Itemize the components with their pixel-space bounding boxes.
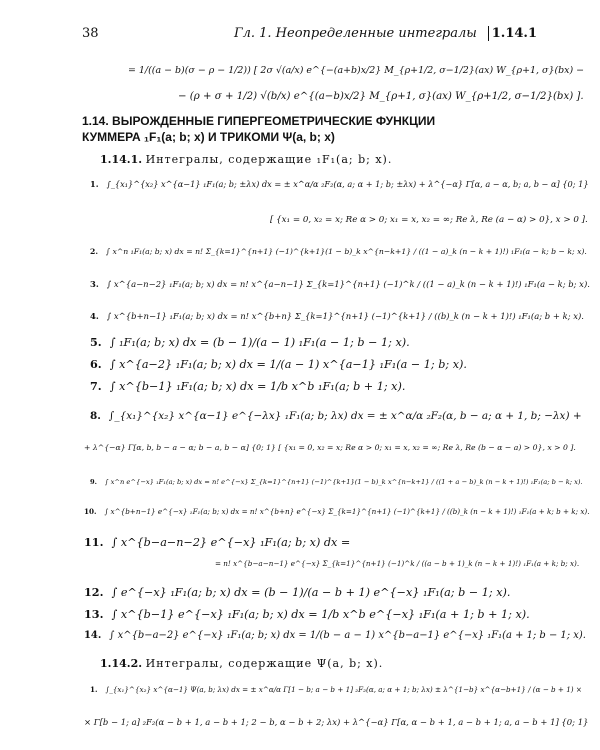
- formula-g1-line-2: × Γ[b − 1; a] ₂F₂(α − b + 1, a − b + 1; 2 − b, α − b + 2; λx) + λ^{−α} Γ[α, α − b + 1, a − b + 1; a, a − b + 1] {0; 1}: [84, 717, 589, 727]
- formula-1-line-1: [90, 177, 589, 191]
- subsection-number: 1.14.1.: [100, 153, 143, 166]
- formula-6: [90, 357, 467, 372]
- formula-number: 9.: [90, 478, 97, 486]
- formula-12: [84, 585, 510, 600]
- formula-1-line-2: [ {x₁ = 0, x₂ = x; Re α > 0; x₁ = x, x₂ = ∞; Re λ, Re (a − α) > 0}, x > 0 ].: [270, 215, 588, 225]
- section-heading-line-1: 1.14. ВЫРОЖДЕННЫЕ ГИПЕРГЕОМЕТРИЧЕСКИЕ ФУНКЦИИ: [82, 114, 436, 128]
- formula-number: 4.: [90, 311, 99, 321]
- formula-text: ∫ ₁F₁(a; b; x) dx = (b − 1)/(a − 1) ₁F₁(a − 1; b − 1; x).: [109, 336, 410, 349]
- formula-number: 11.: [84, 535, 104, 549]
- formula-2: [90, 245, 587, 259]
- formula-4: [90, 309, 584, 323]
- formula-number: 1.: [90, 685, 98, 694]
- formula-text: ∫ x^{b+n−1} ₁F₁(a; b; x) dx = n! x^{b+n} Σ_{k=1}^{n+1} (−1)^{k+1} / ((b)_k (n − k + 1)!) ₁F₁(a; b + k; x).: [106, 311, 584, 321]
- formula-number: 3.: [90, 279, 99, 289]
- formula-number: 7.: [90, 379, 102, 393]
- formula-text: ∫ x^{b−1} e^{−x} ₁F₁(a; b; x) dx = 1/b x^b e^{−x} ₁F₁(a + 1; b + 1; x).: [111, 608, 530, 621]
- page-number: 38: [82, 26, 99, 41]
- section-heading-line-2: КУММЕРА ₁F₁(a; b; x) И ТРИКОМИ Ψ(a, b; x): [82, 130, 335, 144]
- formula-text: ∫ x^{a−n−2} ₁F₁(a; b; x) dx = n! x^{a−n−1} Σ_{k=1}^{n+1} (−1)^k / ((1 − a)_k (n − k + 1)!) ₁F₁(a − k; b; x).: [106, 279, 590, 289]
- formula-number: 10.: [84, 507, 97, 516]
- subsection-title: Интегралы, содержащие ₁F₁(a; b; x).: [145, 153, 393, 166]
- formula-text: ∫ x^n e^{−x} ₁F₁(a; b; x) dx = n! e^{−x} Σ_{k=1}^{n+1} (−1)^{k+1}(1 − b)_k x^{n−k+1} / ((1 + a − b)_k (n − k + 1)!) ₁F₁(a; b − k; x).: [104, 478, 583, 486]
- subsection-heading: [100, 153, 392, 166]
- formula-text: ∫ x^{a−2} ₁F₁(a; b; x) dx = 1/(a − 1) x^{a−1} ₁F₁(a − 1; b; x).: [109, 358, 467, 371]
- subsection-number: 1.14.2.: [100, 657, 143, 670]
- formula-text: ∫ e^{−x} ₁F₁(a; b; x) dx = (b − 1)/(a − b + 1) e^{−x} ₁F₁(a; b − 1; x).: [111, 586, 511, 599]
- formula-number: 1.: [90, 179, 99, 189]
- subsection-heading: [100, 657, 383, 670]
- formula-number: 6.: [90, 357, 102, 371]
- formula-text: ∫_{x₁}^{x₂} x^{α−1} e^{−λx} ₁F₁(a; b; λx) dx = ± x^α/α ₂F₂(α, b − a; α + 1, b; −λx) +: [108, 410, 582, 422]
- running-title: Гл. 1. Неопределенные интегралы: [234, 26, 477, 41]
- section-reference: 1.14.1: [488, 26, 537, 41]
- continued-formula-line-2: − (ρ + σ + 1/2) √(b/x) e^{(a−b)x/2} M_{ρ+1, σ}(ax) W_{ρ+1/2, σ−1/2}(bx) ].: [178, 91, 584, 102]
- formula-number: 13.: [84, 607, 104, 621]
- formula-text: ∫ x^{b+n−1} e^{−x} ₁F₁(a; b; x) dx = n! x^{b+n} e^{−x} Σ_{k=1}^{n+1} (−1)^{k+1} / ((b)_k (n − k + 1)!) ₁F₁(a + k; b + k; x).: [104, 507, 590, 516]
- subsection-title: Интегралы, содержащие Ψ(a, b; x).: [145, 657, 384, 670]
- formula-8-line-1: [90, 409, 582, 423]
- formula-9: [90, 475, 583, 489]
- formula-10: [84, 505, 590, 519]
- formula-3: [90, 277, 590, 291]
- formula-text: ∫ x^n ₁F₁(a; b; x) dx = n! Σ_{k=1}^{n+1} (−1)^{k+1}(1 − b)_k x^{n−k+1} / ((1 − a)_k (n − k + 1)!) ₁F₁(a − k; b − k; x).: [106, 247, 587, 256]
- formula-5: [90, 335, 410, 350]
- formula-number: 8.: [90, 410, 101, 422]
- formula-number: 14.: [84, 630, 102, 641]
- formula-text: ∫ x^{b−a−n−2} e^{−x} ₁F₁(a; b; x) dx =: [111, 536, 351, 549]
- formula-number: 12.: [84, 585, 104, 599]
- formula-14: [84, 629, 586, 643]
- formula-number: 2.: [90, 247, 99, 256]
- formula-text: ∫ x^{b−1} ₁F₁(a; b; x) dx = 1/b x^b ₁F₁(a; b + 1; x).: [109, 380, 406, 393]
- formula-text: ∫ x^{b−a−2} e^{−x} ₁F₁(a; b; x) dx = 1/(b − a − 1) x^{b−a−1} e^{−x} ₁F₁(a + 1; b − 1; x).: [109, 630, 586, 641]
- formula-11-line-2: = n! x^{b−a−n−1} e^{−x} Σ_{k=1}^{n+1} (−1)^k / ((a − b + 1)_k (n − k + 1)!) ₁F₁(a + k; b; x).: [215, 559, 580, 568]
- formula-11-line-1: [84, 535, 350, 550]
- formula-number: 5.: [90, 335, 102, 349]
- formula-g1-line-1: [90, 683, 582, 697]
- formula-text: ∫_{x₁}^{x₂} x^{α−1} ₁F₁(a; b; ±λx) dx = ± x^α/α ₂F₂(α, a; α + 1; b; ±λx) + λ^{−α} Γ[α, a − α, b; a, b − α] {0; 1}: [106, 179, 589, 189]
- page-header: [82, 26, 537, 46]
- formula-7: [90, 379, 405, 394]
- continued-formula-line-1: = 1/((a − b)(σ − ρ − 1/2)) [ 2σ √(a/x) e^{−(a+b)x/2} M_{ρ+1/2, σ−1/2}(ax) W_{ρ+1, σ}(bx) −: [128, 65, 585, 76]
- formula-8-line-2: + λ^{−α} Γ[α, b, b − a − α; b − a, b − α] {0; 1} [ {x₁ = 0, x₂ = x; Re α > 0; x₁ = x, x₂ = ∞; Re λ, Re (b − α − a) > 0}, x > 0 ].: [84, 443, 576, 452]
- formula-text: ∫_{x₁}^{x₂} x^{α−1} Ψ(a, b; λx) dx = ± x^α/α Γ[1 − b; a − b + 1] ₂F₂(α, a; α + 1; b; λx) ± λ^{1−b} x^{α−b+1} / (α − b + 1) ×: [105, 685, 582, 694]
- formula-13: [84, 607, 530, 622]
